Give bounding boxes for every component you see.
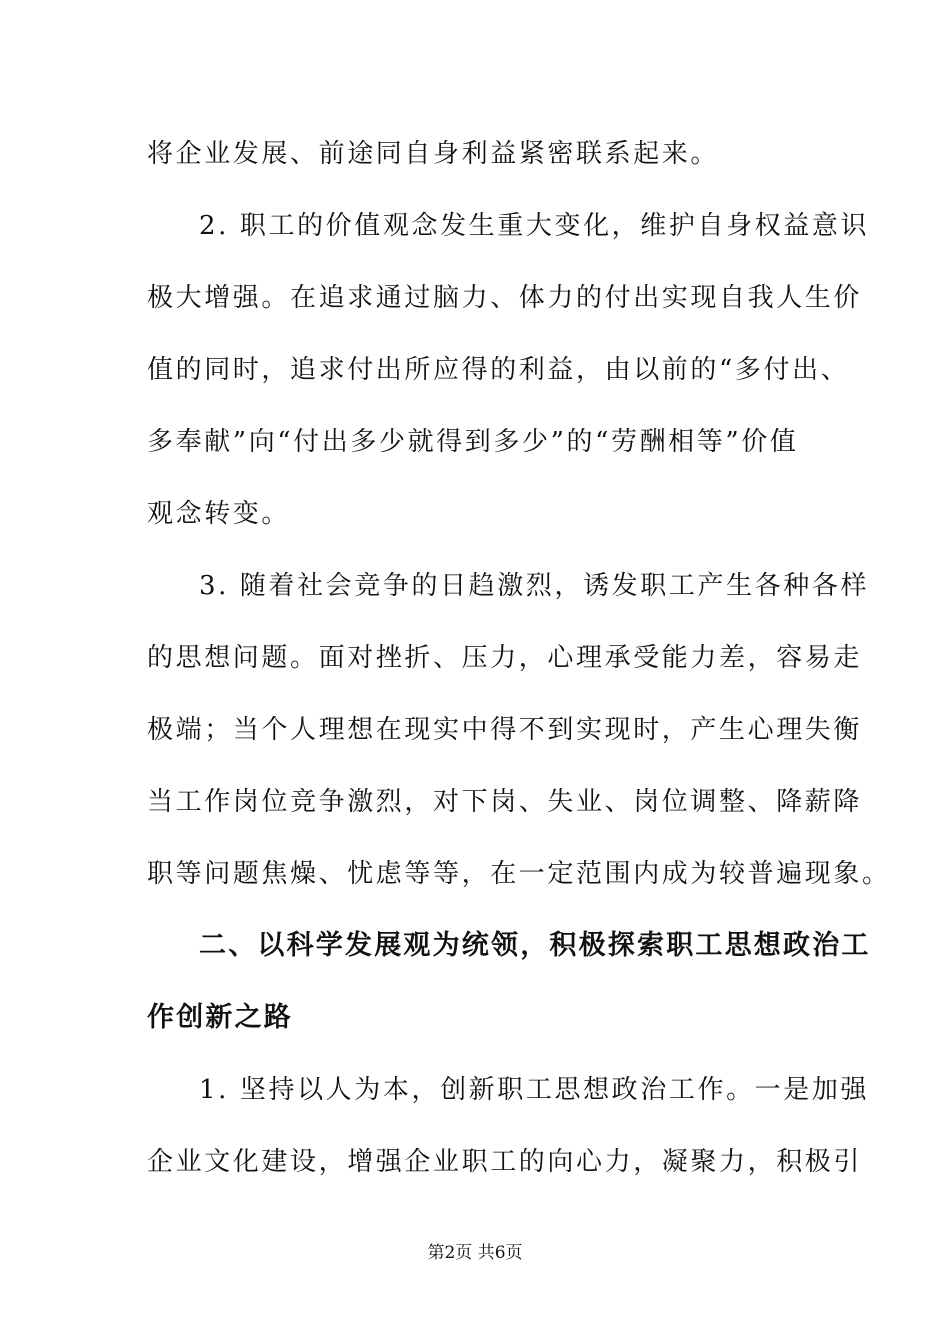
- paragraph-3-start: 3. 随着社会竞争的日趋激烈，诱发职工产生各种各样: [199, 571, 870, 601]
- text-line: 企业文化建设，增强企业职工的向心力，凝聚力，积极引: [147, 1147, 863, 1177]
- paragraph-1-start: 1. 坚持以人为本，创新职工思想政治工作。一是加强: [199, 1075, 870, 1105]
- text-line: 观念转变。: [147, 499, 291, 529]
- page-number: 第2页 共6页: [427, 1243, 523, 1263]
- section-heading-continued: 作创新之路: [147, 1002, 293, 1033]
- paragraph-2-start: 2. 职工的价值观念发生重大变化，维护自身权益意识: [199, 211, 870, 241]
- text-line: 极大增强。在追求通过脑力、体力的付出实现自我人生价: [147, 283, 863, 313]
- text-line: 的思想问题。面对挫折、压力，心理承受能力差，容易走: [147, 643, 863, 673]
- text-line: 将企业发展、前途同自身利益紧密联系起来。: [147, 139, 720, 169]
- text-line: 职等问题焦燥、忧虑等等，在一定范围内成为较普遍现象。: [147, 859, 891, 889]
- text-line: 当工作岗位竞争激烈，对下岗、失业、岗位调整、降薪降: [147, 787, 863, 817]
- text-line: 多奉献”向“付出多少就得到多少”的“劳酬相等”价值: [147, 427, 799, 457]
- text-line: 极端；当个人理想在现实中得不到实现时，产生心理失衡: [147, 715, 863, 745]
- section-heading: 二、以科学发展观为统领，积极探索职工思想政治工: [199, 930, 871, 961]
- document-body: [147, 118, 891, 1198]
- text-line: 值的同时，追求付出所应得的利益，由以前的“多付出、: [147, 355, 850, 385]
